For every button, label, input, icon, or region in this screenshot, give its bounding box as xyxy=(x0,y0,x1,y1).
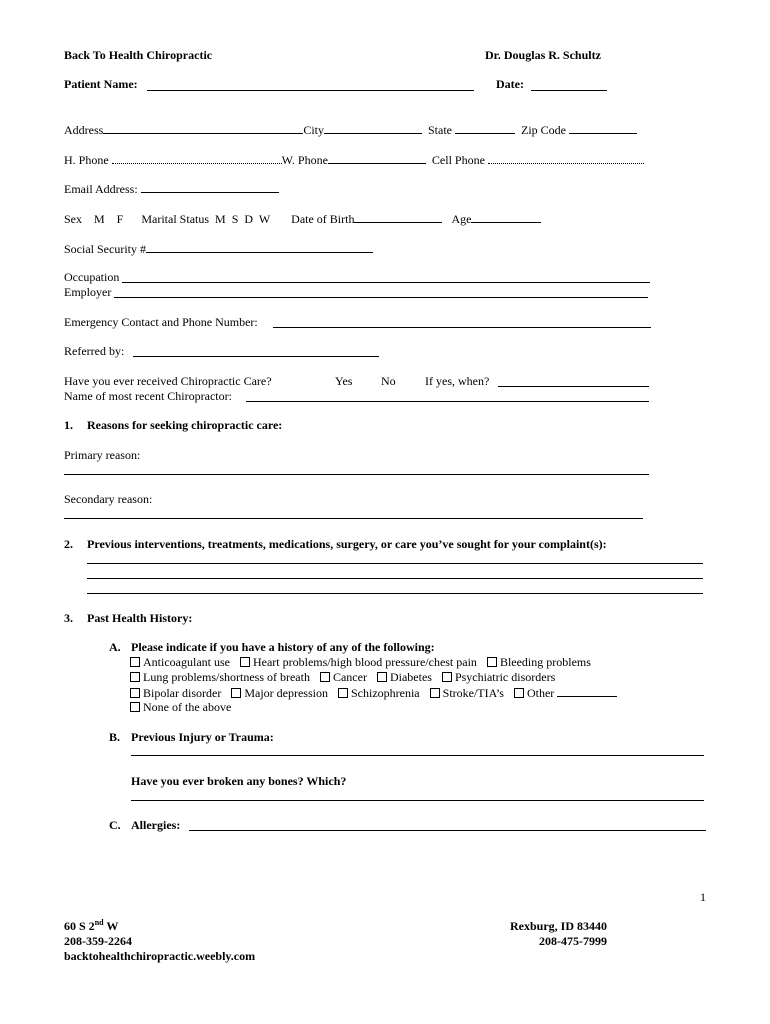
demographics-row xyxy=(64,211,541,226)
condition-diabetes[interactable]: Diabetes xyxy=(377,670,432,684)
section2-number: 2. xyxy=(64,537,73,551)
state-field[interactable] xyxy=(455,122,515,134)
section3c-letter: C. xyxy=(109,818,121,832)
occupation-label: Occupation xyxy=(64,270,120,284)
primary-reason-field[interactable] xyxy=(64,474,649,475)
conditions-row-1 xyxy=(130,655,601,670)
condition-lung[interactable]: Lung problems/shortness of breath xyxy=(130,670,310,684)
interventions-line-1[interactable] xyxy=(87,563,703,564)
practice-name: Back To Health Chiropractic xyxy=(64,48,213,62)
condition-depression[interactable]: Major depression xyxy=(231,686,328,700)
email-label: Email Address: xyxy=(64,182,138,196)
date-label: Date: xyxy=(496,77,524,91)
checkbox-icon[interactable] xyxy=(338,688,348,698)
chiro-care-no[interactable]: No xyxy=(381,374,396,388)
email-field[interactable] xyxy=(141,181,279,193)
condition-other[interactable]: Other xyxy=(514,686,617,700)
allergies-label: Allergies: xyxy=(131,818,181,832)
checkbox-icon[interactable] xyxy=(377,672,387,682)
address-field[interactable] xyxy=(103,122,303,134)
home-phone-label: H. Phone xyxy=(64,153,109,167)
conditions-row-4 xyxy=(130,700,231,715)
cell-phone-label: Cell Phone xyxy=(431,153,485,167)
checkbox-icon[interactable] xyxy=(442,672,452,682)
patient-name-field[interactable] xyxy=(147,90,474,91)
referred-label: Referred by: xyxy=(64,344,125,358)
employer-label: Employer xyxy=(64,285,112,299)
zip-label: Zip Code xyxy=(521,123,566,137)
dob-field[interactable] xyxy=(354,211,442,223)
chiro-care-yes[interactable]: Yes xyxy=(335,374,353,388)
sex-label: Sex xyxy=(64,212,82,226)
primary-reason-label: Primary reason: xyxy=(64,448,141,462)
section3b-title: Previous Injury or Trauma: xyxy=(131,730,274,744)
secondary-reason-field[interactable] xyxy=(64,518,643,519)
section3a-letter: A. xyxy=(109,640,121,654)
footer-city-state: Rexburg, ID 83440 xyxy=(509,919,607,933)
checkbox-icon[interactable] xyxy=(320,672,330,682)
interventions-line-2[interactable] xyxy=(87,578,703,579)
conditions-row-2 xyxy=(130,670,565,685)
emergency-field[interactable] xyxy=(273,327,651,328)
section1-number: 1. xyxy=(64,418,73,432)
checkbox-icon[interactable] xyxy=(231,688,241,698)
referred-field[interactable] xyxy=(133,356,379,357)
section3b-letter: B. xyxy=(109,730,121,744)
condition-schizophrenia[interactable]: Schizophrenia xyxy=(338,686,420,700)
condition-none[interactable]: None of the above xyxy=(130,700,231,714)
section1-title: Reasons for seeking chiropractic care: xyxy=(87,418,283,432)
address-row xyxy=(64,122,637,137)
section3-title: Past Health History: xyxy=(87,611,193,625)
section3-number: 3. xyxy=(64,611,73,625)
cell-phone-field[interactable] xyxy=(488,152,644,164)
checkbox-icon[interactable] xyxy=(430,688,440,698)
broken-bones-question: Have you ever broken any bones? Which? xyxy=(131,774,347,788)
phone-row xyxy=(64,152,644,167)
injury-field[interactable] xyxy=(131,755,704,756)
recent-chiro-label: Name of most recent Chiropractor: xyxy=(64,389,232,403)
city-field[interactable] xyxy=(324,122,422,134)
footer-website[interactable]: backtohealthchiropractic.weebly.com xyxy=(64,949,256,963)
ssn-field[interactable] xyxy=(146,241,373,253)
sex-option-m[interactable]: M xyxy=(94,212,105,226)
age-label: Age xyxy=(451,212,472,226)
marital-status-options[interactable]: M S D W xyxy=(215,212,271,226)
checkbox-icon[interactable] xyxy=(130,688,140,698)
checkbox-icon[interactable] xyxy=(487,657,497,667)
date-field[interactable] xyxy=(531,90,607,91)
age-field[interactable] xyxy=(471,211,541,223)
checkbox-icon[interactable] xyxy=(130,702,140,712)
city-label: City xyxy=(303,123,324,137)
checkbox-icon[interactable] xyxy=(514,688,524,698)
condition-bipolar[interactable]: Bipolar disorder xyxy=(130,686,221,700)
condition-heart[interactable]: Heart problems/high blood pressure/chest pain xyxy=(240,655,477,669)
if-yes-field[interactable] xyxy=(498,386,649,387)
emergency-label: Emergency Contact and Phone Number: xyxy=(64,315,258,329)
interventions-line-3[interactable] xyxy=(87,593,703,594)
recent-chiro-field[interactable] xyxy=(246,401,649,402)
zip-field[interactable] xyxy=(569,122,637,134)
chiro-care-question: Have you ever received Chiropractic Care? xyxy=(64,374,272,388)
if-yes-label: If yes, when? xyxy=(425,374,490,388)
employer-field[interactable] xyxy=(114,297,648,298)
conditions-row-3 xyxy=(130,685,617,701)
condition-cancer[interactable]: Cancer xyxy=(320,670,367,684)
checkbox-icon[interactable] xyxy=(240,657,250,667)
checkbox-icon[interactable] xyxy=(130,672,140,682)
checkbox-icon[interactable] xyxy=(130,657,140,667)
condition-anticoagulant[interactable]: Anticoagulant use xyxy=(130,655,230,669)
home-phone-field[interactable] xyxy=(112,152,282,164)
marital-status-label: Marital Status xyxy=(141,212,210,226)
section2-title: Previous interventions, treatments, medications, surgery, or care you’ve sought for your complaint(s): xyxy=(87,537,607,551)
footer-phone-right: 208-475-7999 xyxy=(539,934,607,948)
condition-stroke[interactable]: Stroke/TIA’s xyxy=(430,686,504,700)
other-condition-field[interactable] xyxy=(557,685,617,697)
state-label: State xyxy=(428,123,452,137)
broken-bones-field[interactable] xyxy=(131,800,704,801)
secondary-reason-label: Secondary reason: xyxy=(64,492,153,506)
work-phone-label: W. Phone xyxy=(281,153,328,167)
occupation-field[interactable] xyxy=(122,282,650,283)
dob-label: Date of Birth xyxy=(291,212,355,226)
email-row xyxy=(64,181,279,196)
page-number: 1 xyxy=(700,890,706,904)
footer-phone-left: 208-359-2264 xyxy=(64,934,132,948)
ssn-row xyxy=(64,241,373,256)
condition-bleeding[interactable]: Bleeding problems xyxy=(487,655,591,669)
condition-psychiatric[interactable]: Psychiatric disorders xyxy=(442,670,555,684)
work-phone-field[interactable] xyxy=(328,152,426,164)
sex-option-f[interactable]: F xyxy=(116,212,124,226)
address-label: Address xyxy=(64,123,104,137)
doctor-name: Dr. Douglas R. Schultz xyxy=(485,48,601,62)
ssn-label: Social Security # xyxy=(64,242,146,256)
patient-name-label: Patient Name: xyxy=(64,77,138,91)
section3a-title: Please indicate if you have a history of any of the following: xyxy=(131,640,435,654)
allergies-field[interactable] xyxy=(189,830,706,831)
footer-street-address: 60 S 2nd W xyxy=(64,918,119,933)
